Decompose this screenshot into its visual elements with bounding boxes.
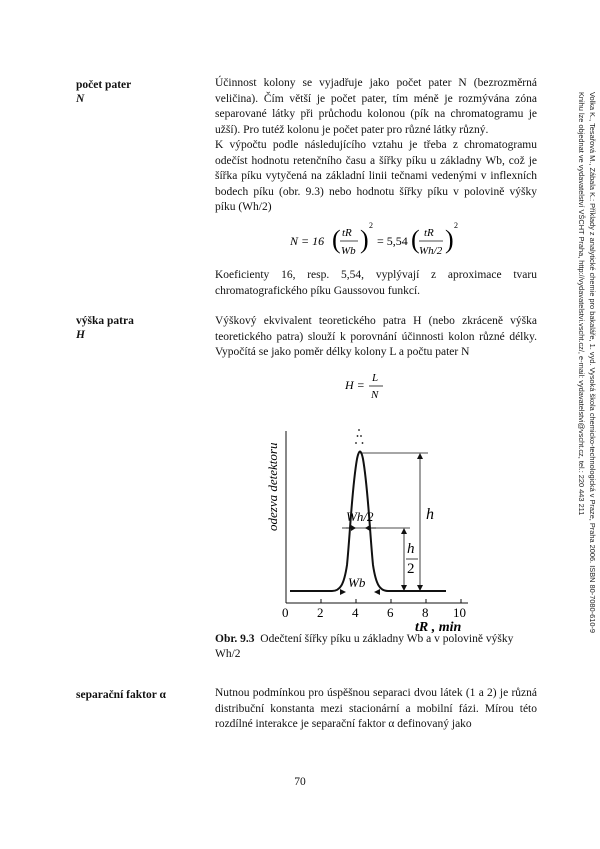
section-pocet-pater-note <box>215 268 537 299</box>
formula-num-1: tR <box>342 227 352 239</box>
x-tick-label: 4 <box>352 605 359 620</box>
section-vyska-patra <box>215 314 537 361</box>
paren-left: ( <box>332 225 341 254</box>
h-label: h <box>426 506 434 523</box>
x-tick-label: 2 <box>317 605 324 620</box>
caption-number: Obr. 9.3 <box>215 633 255 645</box>
tangent-dot <box>358 429 360 431</box>
x-tick-label: 6 <box>387 605 394 620</box>
formula-lhs: H = <box>345 378 365 392</box>
formula-exp-1: 2 <box>369 221 373 230</box>
term-pocet-pater <box>76 78 131 106</box>
section-pocet-pater <box>215 76 537 216</box>
formula-den-1: Wb <box>341 245 356 257</box>
h2-num: h <box>407 541 415 557</box>
x-tick-label: 10 <box>453 605 466 620</box>
section-separacni-faktor <box>215 686 537 733</box>
paragraph: Účinnost kolony se vyjadřuje jako počet pater N (bezrozměrná veličina). Čím větší je počet pater, tím méně je rozmývána zóna separované látky při průchodu kolonou (pík na chromatogramu je užší). Pro tutéž kolonu je počet pater pro různé látky různý. <box>215 77 537 136</box>
copyright-sidebar <box>560 92 598 662</box>
arrow-head <box>351 525 356 531</box>
page-number: 70 <box>294 776 306 788</box>
arrow-head <box>417 453 423 459</box>
formula-num: L <box>372 372 379 384</box>
term-symbol: H <box>76 329 85 341</box>
arrow-head <box>401 528 407 534</box>
paren-right: ) <box>360 225 369 254</box>
sidebar-line-2: Knihu lze objednat ve vydavatelství VŠCHT Praha, http://vydavatelstvi.vscht.cz/, e-mail: vydavatelstvi@vscht.cz, tel.: 220 443 211 <box>577 92 586 516</box>
term-label: výška patra <box>76 315 134 327</box>
x-axis-label: tR , min <box>415 620 462 635</box>
arrow-head <box>374 589 380 595</box>
formula-lhs: N = 16 <box>290 234 325 248</box>
x-tick-label: 8 <box>422 605 429 620</box>
paren-right: ) <box>445 225 454 254</box>
wh2-label: Wh/2 <box>346 509 374 524</box>
paragraph: K výpočtu podle následujícího vztahu je třeba z chromatogramu odečíst hodnotu retenčního času a šířky píku u základny Wb, což je šířka píku vytyčená na základní linii tečnami vedenými v inflexních bodech píku (obr. 9.3) nebo hodnotu šířky píku v polovině výšky píku (Wh/2) <box>215 139 537 213</box>
wb-label: Wb <box>348 575 366 590</box>
h2-den: 2 <box>407 561 415 577</box>
x-tick-label: 0 <box>282 605 289 620</box>
paragraph: Koeficienty 16, resp. 5,54, vyplývají z aproximace tvaru chromatografického píku Gaussovou funkcí. <box>215 269 537 297</box>
term-label: separační faktor α <box>76 689 166 701</box>
plate-height-formula <box>345 370 405 404</box>
term-symbol: N <box>76 93 85 105</box>
plate-count-formula <box>290 218 470 264</box>
formula-num-2: tR <box>424 227 434 239</box>
arrow-head <box>365 525 370 531</box>
term-label: počet pater <box>76 79 132 91</box>
tangent-dot <box>362 442 364 444</box>
paren-left: ( <box>411 225 420 254</box>
formula-exp-2: 2 <box>454 221 458 230</box>
figure-caption <box>215 632 535 662</box>
paragraph: Výškový ekvivalent teoretického patra H (nebo zkráceně výška teoretického patra) slouží k porovnání účinnosti kolon různé délky. Vypočítá se jako poměr délky kolony L a počtu pater N <box>215 315 537 358</box>
y-axis-label: odezva detektoru <box>265 442 280 531</box>
tangent-dots <box>355 429 363 444</box>
caption-text: Odečtení šířky píku u základny Wb a v polovině výšky Wh/2 <box>215 633 514 660</box>
tangent-dot <box>357 435 359 437</box>
formula-mid: = 5,54 <box>377 234 408 248</box>
x-ticks <box>286 599 461 603</box>
tangent-dot <box>360 435 362 437</box>
formula-den: N <box>371 389 379 401</box>
sidebar-line-1: Volka K., Tesařová M., Zábala K.: Příklady z analytické chemie pro bakaláře, 1. vyd. Vysoká škola chemicko-technologická v Praze, Praha 2006. ISBN 80-7080-610-9 <box>588 92 597 634</box>
arrow-head <box>340 589 346 595</box>
chromatogram-figure <box>260 425 490 635</box>
formula-den-2: Wh/2 <box>419 245 443 257</box>
term-separacni-faktor <box>76 688 166 702</box>
tangent-dot <box>355 442 357 444</box>
term-vyska-patra <box>76 314 134 342</box>
paragraph: Nutnou podmínkou pro úspěšnou separaci dvou látek (1 a 2) je různá distribuční konstanta mezi stacionární a mobilní fázi. Mírou této rozdílné interakce je separační faktor α definovaný jako <box>215 687 537 730</box>
